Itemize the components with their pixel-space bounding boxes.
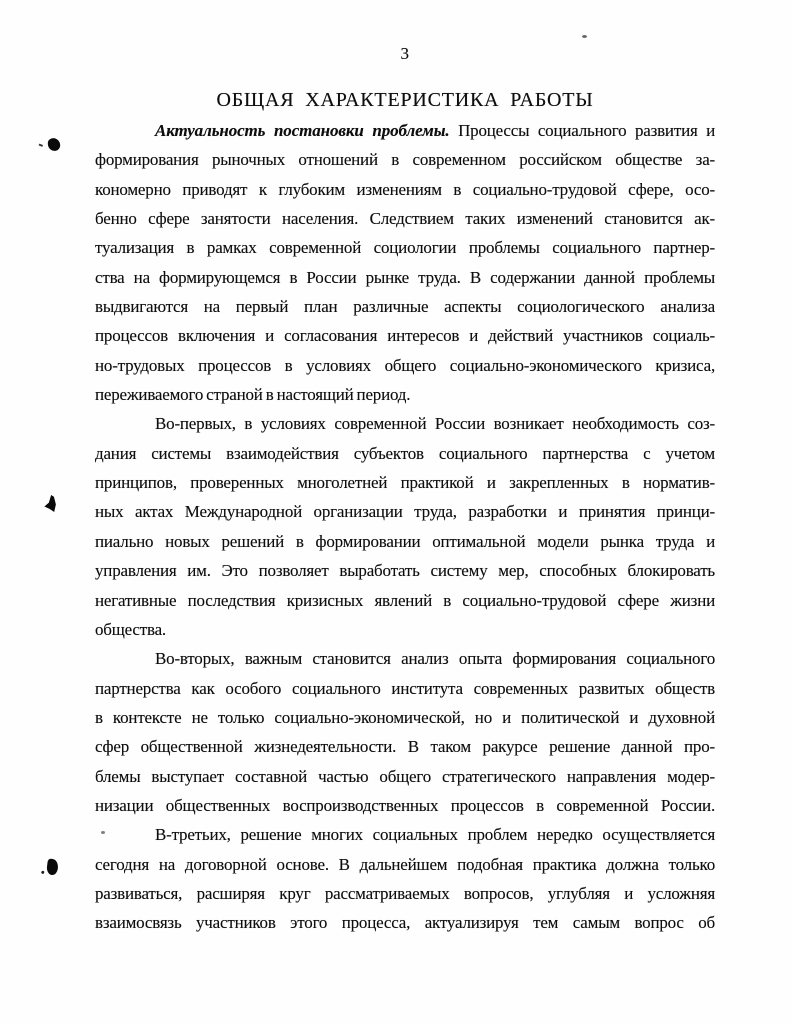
text-line: принципов, проверенных многолетней практикой и закрепленных в норматив- [95, 473, 715, 493]
paragraph [95, 409, 715, 644]
scan-speck-icon [582, 35, 587, 38]
paragraph-lead: Актуальность постановки проблемы. [155, 121, 450, 140]
page-title: ОБЩАЯ ХАРАКТЕРИСТИКА РАБОТЫ [216, 89, 594, 111]
ink-blot-icon [46, 858, 59, 875]
text-line: ных актах Международной организации труда, разработки и принятия принци- [95, 502, 715, 522]
text-line [95, 116, 715, 145]
text-line: выдвигаются на первый план различные аспекты социологического анализа [95, 297, 715, 317]
paragraph [95, 820, 715, 937]
text-line: туализация в рамках современной социологии проблемы социального партнер- [95, 238, 715, 258]
text-line: блемы выступает составной частью общего стратегического направления модер- [95, 766, 715, 786]
text-line: партнерства как особого социального института современных развитых обществ [95, 678, 715, 698]
text-line: развиваться, расширяя круг рассматриваемых вопросов, углубляя и усложняя [95, 883, 715, 903]
body-text [95, 116, 715, 938]
paragraph [95, 116, 715, 409]
text-line: взаимосвязь участников этого процесса, актуализируя тем самым вопрос об [95, 913, 715, 933]
text-line: В-третьих, решение многих социальных проблем нередко осуществляется [155, 825, 715, 845]
page-number: 3 [400, 44, 410, 63]
text-line: бенно сфере занятости населения. Следствием таких изменений становится ак- [95, 209, 715, 229]
scan-speck-icon [101, 831, 105, 834]
text-line: формирования рыночных отношений в современном российском обществе за- [95, 150, 715, 170]
text-line: процессов включения и согласования интересов и действий участников социаль- [95, 326, 715, 346]
text-line: сегодня на договорной основе. В дальнейшем подобная практика должна только [95, 854, 715, 874]
text-line: пиально новых решений в формировании оптимальной модели рынка труда и [95, 531, 715, 551]
line-text: Процессы социального развития и [458, 121, 715, 140]
text-line: низации общественных воспроизводственных процессов в современной России. [95, 795, 715, 815]
text-line: Во-вторых, важным становится анализ опыта формирования социального [155, 649, 715, 669]
text-line: негативные последствия кризисных явлений в социально-трудовой сфере жизни [95, 590, 715, 610]
paragraph [95, 644, 715, 820]
text-line: управления им. Это позволяет выработать систему мер, способных блокировать [95, 561, 715, 581]
ink-blot-icon [43, 495, 57, 512]
text-line: кономерно приводят к глубоким изменениям в социально-трудовой сфере, осо- [95, 179, 715, 199]
ink-blot-icon [47, 137, 62, 153]
text-line: общества. [95, 619, 166, 639]
text-line: дания системы взаимодействия субъектов социального партнерства с учетом [95, 443, 715, 463]
text-line: сфер общественной жизнедеятельности. В таком ракурсе решение данной про- [95, 737, 715, 757]
text-line: Во-первых, в условиях современной России возникает необходимость соз- [155, 414, 715, 434]
text-line: но-трудовых процессов в условиях общего социально-экономического кризиса, [95, 355, 715, 375]
text-line: ства на формирующемся в России рынке труда. В содержании данной проблемы [95, 267, 715, 287]
text-line: переживаемого страной в настоящий период. [95, 385, 411, 405]
text-line: в контексте не только социально-экономической, но и политической и духовной [95, 707, 715, 727]
